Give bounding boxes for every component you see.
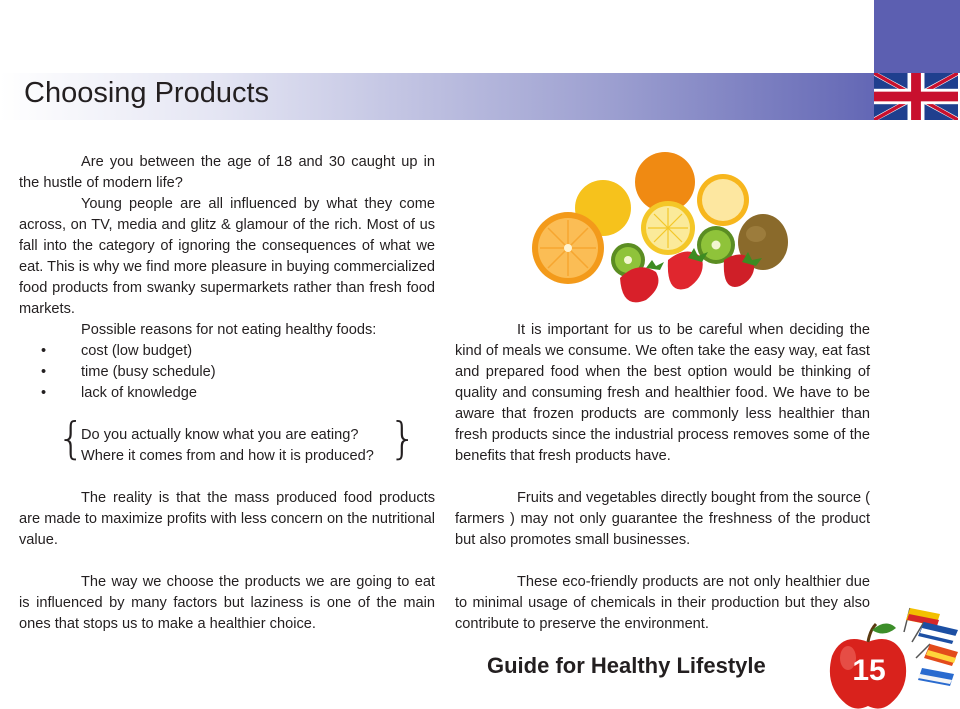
reality-paragraph: The reality is that the mass produced food products are made to maximize profits with less concern on the nutritional value. [19,490,435,548]
bullet-icon: • [41,385,47,401]
bullet-icon: • [41,343,47,359]
corner-accent-block [874,0,960,73]
left-column [19,152,435,635]
page-number: 15 [852,654,886,687]
reasons-heading: Possible reasons for not eating healthy foods: [81,322,377,338]
bullet-icon: • [41,364,47,380]
eco-paragraph: These eco-friendly products are not only healthier due to minimal usage of chemicals in their production but they also contribute to preserve the environment. [455,574,870,632]
right-column [455,320,870,635]
bullet-text: cost (low budget) [81,343,193,359]
list-item [19,362,435,383]
question-line: Do you actually know what you are eating? [81,427,359,443]
page-title: Choosing Products [24,77,270,109]
question-line: Where it comes from and how it is produced? [81,448,374,464]
careful-paragraph: It is important for us to be careful when deciding the kind of meals we consume. We often take the easy way, eat fast and prepared food when the best option would be thinking of quality and consuming fresh and healthier food. We have to be aware that frozen products are commonly less healthier than fresh products since the industrial process removes some of the benefits that fresh products have. [455,322,870,464]
bullet-text: lack of knowledge [81,385,198,401]
intro-paragraph: Are you between the age of 18 and 30 caught up in the hustle of modern life? [19,154,435,191]
fruit-illustration [528,150,793,312]
choice-paragraph: The way we choose the products we are going to eat is influenced by many factors but laziness is one of the main ones that stops us to make a healthier choice. [19,574,435,632]
uk-flag-icon [874,73,958,120]
right-brace-icon: } [389,413,417,464]
left-brace-icon: { [57,413,85,464]
list-item [19,341,435,362]
apple-flags-logo-icon [812,606,960,709]
list-item [19,383,435,404]
influence-paragraph: Young people are all influenced by what they come across, on TV, media and glitz & glamour of the rich. Most of us fall into the category of ignoring the consequences of what we eat. This is why we find more pleasure in buying commercialized food products from swanky supermarkets rather than fresh food markets. [19,196,435,317]
guide-title: Guide for Healthy Lifestyle [487,653,766,678]
question-block [19,413,435,467]
farmers-paragraph: Fruits and vegetables directly bought from the source ( farmers ) may not only guarantee the freshness of the product but also promotes small businesses. [455,490,870,548]
bullet-text: time (busy schedule) [81,364,216,380]
